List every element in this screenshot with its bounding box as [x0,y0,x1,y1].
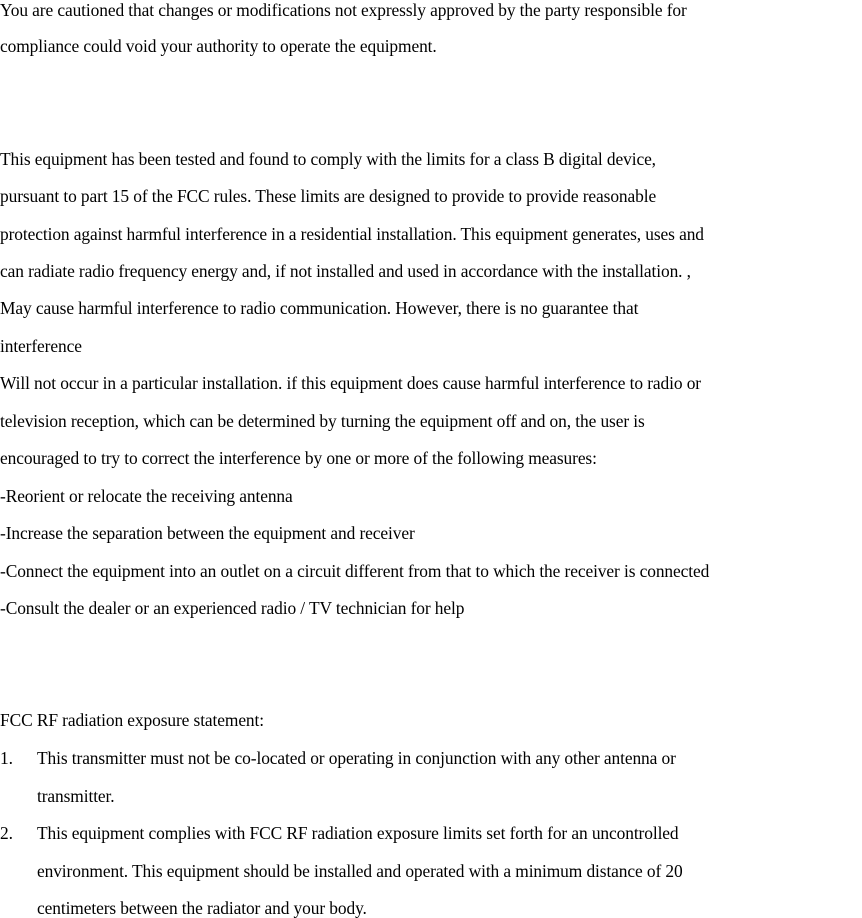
rf-item-2-line-3: centimeters between the radiator and your body. [37,898,367,918]
fcc-statement-line-8: television reception, which can be determined by turning the equipment off and on, the user is [0,411,645,431]
fcc-statement-line-9: encouraged to try to correct the interference by one or more of the following measures: [0,448,597,468]
fcc-statement-line-5: May cause harmful interference to radio communication. However, there is no guarantee that [0,298,639,318]
rf-item-2-number: 2. [0,823,13,843]
caution-line-1: You are cautioned that changes or modifications not expressly approved by the party responsible for [0,0,687,20]
fcc-statement-line-7: Will not occur in a particular installation. if this equipment does cause harmful interference to radio or [0,373,701,393]
fcc-statement-line-1: This equipment has been tested and found to comply with the limits for a class B digital device, [0,149,656,169]
rf-item-1-line-1: This transmitter must not be co-located or operating in conjunction with any other antenna or [37,748,676,768]
fcc-statement-line-6: interference [0,336,82,356]
rf-exposure-heading: FCC RF radiation exposure statement: [0,710,264,730]
fcc-statement-line-2: pursuant to part 15 of the FCC rules. These limits are designed to provide to provide reasonable [0,186,657,206]
caution-line-2: compliance could void your authority to operate the equipment. [0,36,437,56]
measure-increase-separation: -Increase the separation between the equipment and receiver [0,523,415,543]
rf-item-1-number: 1. [0,748,13,768]
measure-reorient: -Reorient or relocate the receiving antenna [0,486,293,506]
fcc-statement-line-4: can radiate radio frequency energy and, if not installed and used in accordance with the installation. , [0,261,691,281]
rf-item-2-line-2: environment. This equipment should be installed and operated with a minimum distance of 20 [37,861,683,881]
measure-consult-dealer: -Consult the dealer or an experienced radio / TV technician for help [0,598,465,618]
rf-item-2-line-1: This equipment complies with FCC RF radiation exposure limits set forth for an uncontrolled [37,823,679,843]
rf-item-1-line-2: transmitter. [37,786,115,806]
fcc-statement-line-3: protection against harmful interference in a residential installation. This equipment generates, uses and [0,224,704,244]
measure-connect-outlet: -Connect the equipment into an outlet on a circuit different from that to which the receiver is connected [0,561,710,581]
